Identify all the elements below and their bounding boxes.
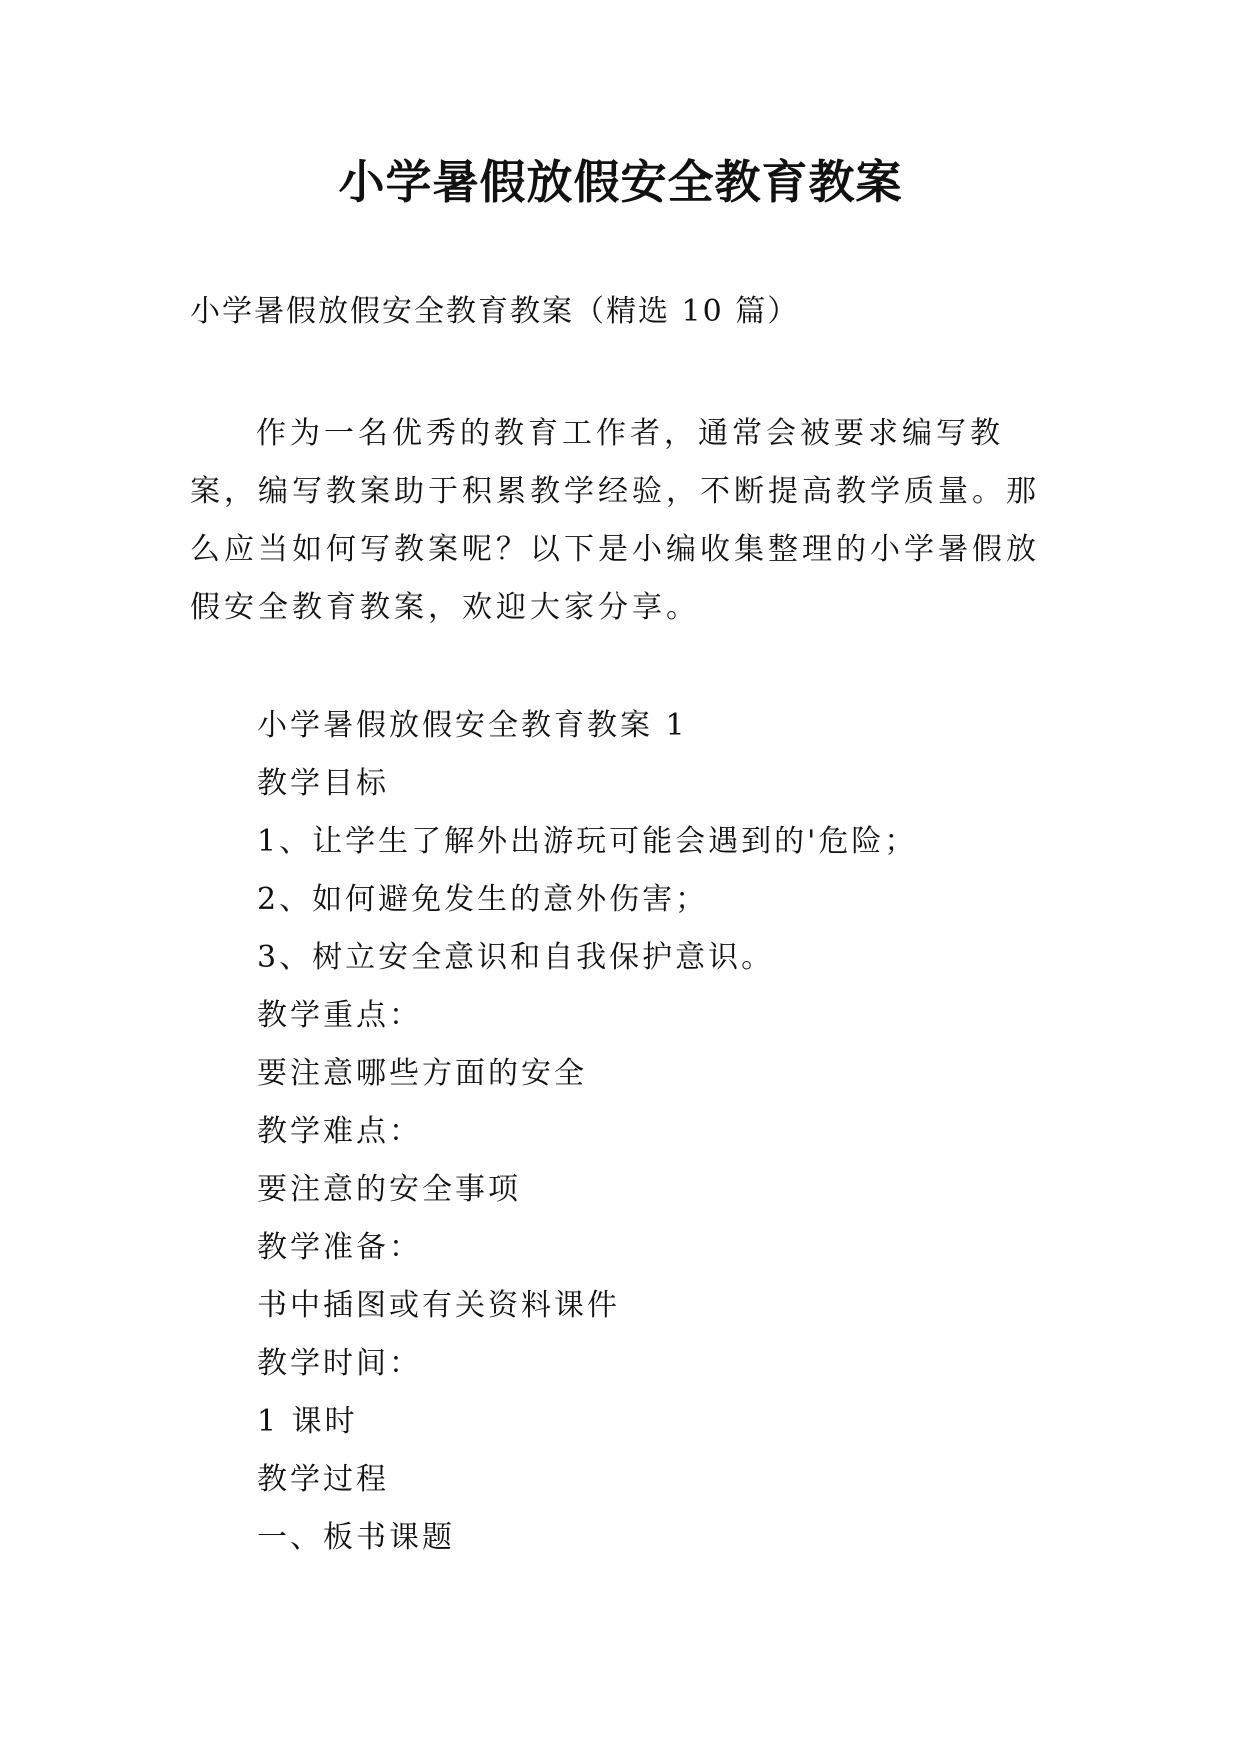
content-line: 一、板书课题 — [257, 1520, 455, 1555]
content-line: 2、如何避免发生的意外伤害； — [257, 882, 709, 917]
content-line: 教学准备： — [257, 1230, 422, 1265]
lesson-plan-content — [257, 697, 917, 1567]
content-line: 3、树立安全意识和自我保护意识。 — [257, 940, 775, 975]
content-line: 教学重点： — [257, 998, 422, 1033]
document-subtitle: 小学暑假放假安全教育教案（精选 10 篇） — [190, 294, 800, 329]
content-line: 要注意的安全事项 — [257, 1172, 521, 1207]
content-line: 书中插图或有关资料课件 — [257, 1288, 620, 1323]
content-line: 教学难点： — [257, 1114, 422, 1149]
content-line: 1、让学生了解外出游玩可能会遇到的'危险； — [257, 824, 918, 859]
content-line: 教学目标 — [257, 766, 389, 801]
content-line: 1 课时 — [257, 1404, 358, 1439]
content-line: 教学时间： — [257, 1346, 422, 1381]
intro-paragraph: 作为一名优秀的教育工作者，通常会被要求编写教案，编写教案助于积累教学经验，不断提高教学质量。那么应当如何写教案呢？以下是小编收集整理的小学暑假放假安全教育教案，欢迎大家分享。 — [190, 416, 1040, 625]
content-line: 要注意哪些方面的安全 — [257, 1056, 587, 1091]
content-line: 教学过程 — [257, 1462, 389, 1497]
section-heading: 小学暑假放假安全教育教案 1 — [257, 708, 688, 743]
document-title: 小学暑假放假安全教育教案 — [338, 155, 903, 209]
